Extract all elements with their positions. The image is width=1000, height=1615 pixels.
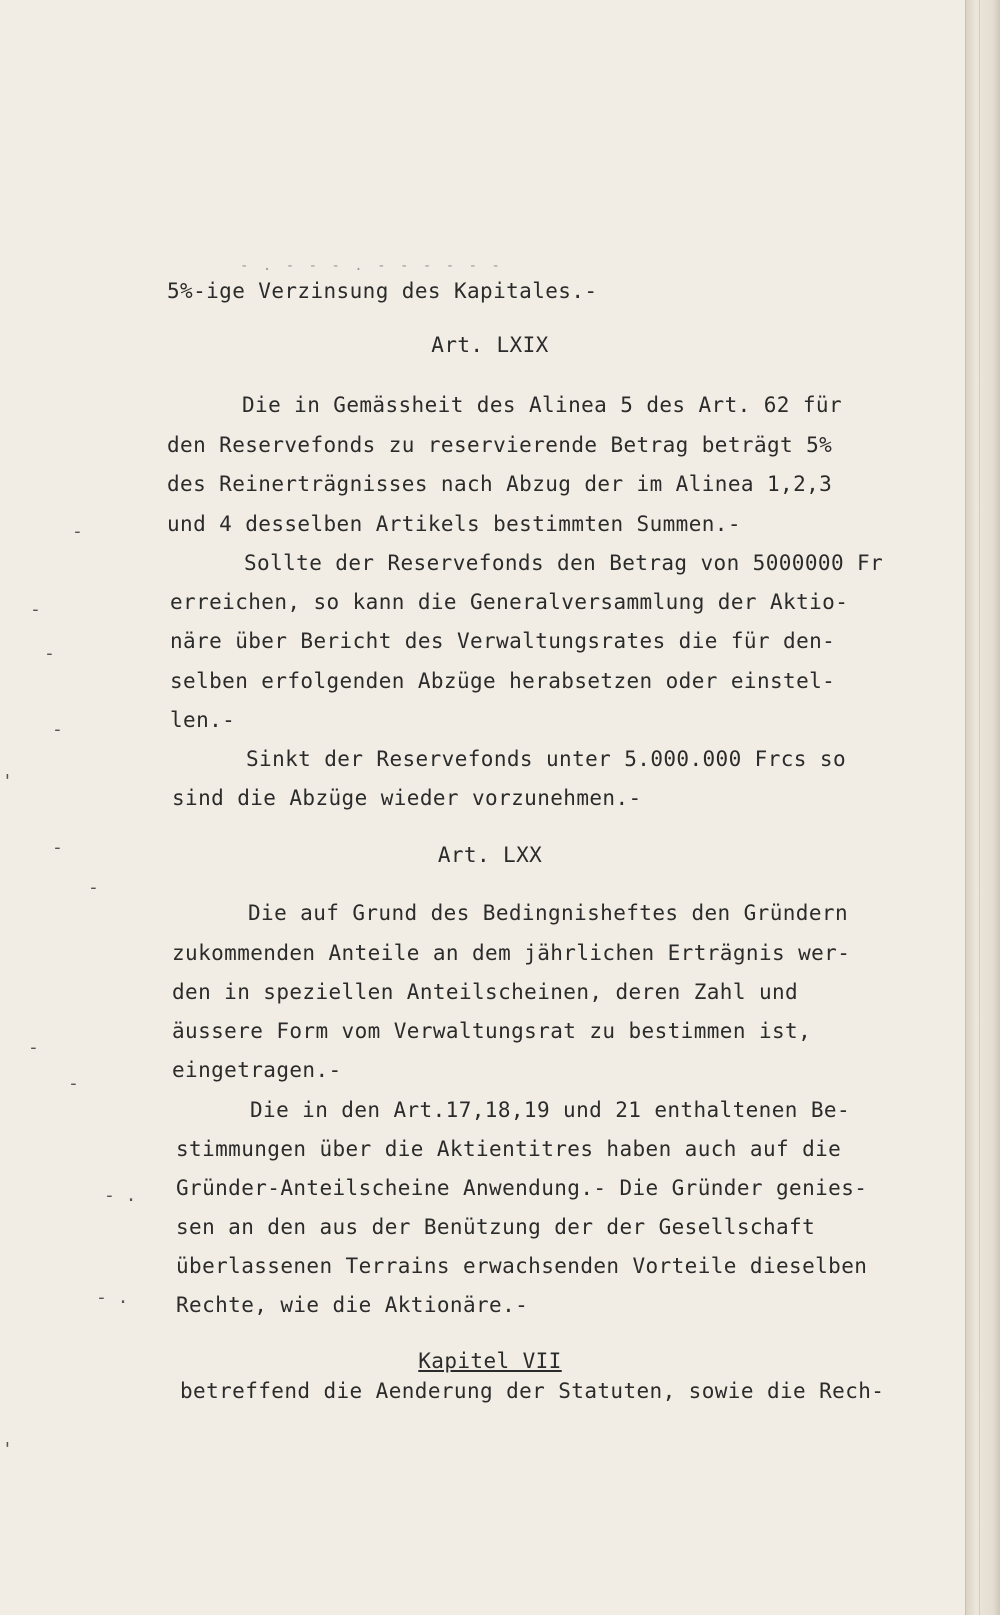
text-line: Sollte der Reservefonds den Betrag von 5000000 Fr [244, 551, 884, 575]
text-line: Sinkt der Reservefonds unter 5.000.000 Frcs so [246, 747, 846, 771]
margin-mark: ' [2, 771, 13, 792]
chapter-heading: Kapitel VII [418, 1349, 562, 1373]
margin-mark: - [72, 521, 83, 542]
text-line: des Reinerträgnisses nach Abzug der im Alinea 1,2,3 [167, 472, 833, 496]
margin-mark: - [44, 643, 55, 664]
margin-mark: - [52, 719, 63, 740]
text-line: eingetragen.- [172, 1058, 342, 1082]
text-line: stimmungen über die Aktientitres haben auch auf die [176, 1137, 842, 1161]
text-line: den in speziellen Anteilscheinen, deren Zahl und [172, 980, 799, 1004]
margin-mark: - . [104, 1185, 137, 1206]
text-line: Gründer-Anteilscheine Anwendung.- Die Gründer genies- [176, 1176, 868, 1200]
text-line: erreichen, so kann die Generalversammlung der Aktio- [170, 590, 849, 614]
text-line: selben erfolgenden Abzüge herabsetzen oder einstel- [170, 669, 836, 693]
article-heading: Art. LXX [437, 843, 543, 867]
text-line: Die in Gemässheit des Alinea 5 des Art. 62 für [242, 393, 842, 417]
text-line: 5%-ige Verzinsung des Kapitales.- [167, 279, 598, 303]
margin-mark: - [68, 1073, 79, 1094]
text-line: den Reservefonds zu reservierende Betrag beträgt 5% [167, 433, 833, 457]
margin-mark: - [28, 1037, 39, 1058]
article-heading: Art. LXIX [431, 333, 549, 357]
faint-mark: - . - - - . - - - - - - [240, 258, 503, 274]
text-line: überlassenen Terrains erwachsenden Vorteile dieselben [176, 1254, 868, 1278]
text-line: zukommenden Anteile an dem jährlichen Erträgnis wer- [172, 941, 851, 965]
margin-mark: - [30, 599, 41, 620]
text-line: äussere Form vom Verwaltungsrat zu bestimmen ist, [172, 1019, 812, 1043]
text-line: len.- [170, 708, 236, 732]
text-line: näre über Bericht des Verwaltungsrates die für den- [170, 629, 836, 653]
text-line: Rechte, wie die Aktionäre.- [176, 1293, 529, 1317]
margin-mark: - . [96, 1287, 129, 1308]
page-edge-fold [979, 0, 1000, 1615]
margin-mark: - [52, 837, 63, 858]
text-line: betreffend die Aenderung der Statuten, sowie die Rech- [180, 1379, 885, 1403]
text-line: und 4 desselben Artikels bestimmten Summen.- [167, 512, 741, 536]
text-line: Die in den Art.17,18,19 und 21 enthaltenen Be- [250, 1098, 850, 1122]
text-line: Die auf Grund des Bedingnisheftes den Gründern [248, 901, 848, 925]
text-line: sind die Abzüge wieder vorzunehmen.- [172, 786, 642, 810]
margin-mark: ' [2, 1439, 13, 1460]
margin-mark: - [88, 877, 99, 898]
text-line: sen an den aus der Benützung der der Gesellschaft [176, 1215, 816, 1239]
